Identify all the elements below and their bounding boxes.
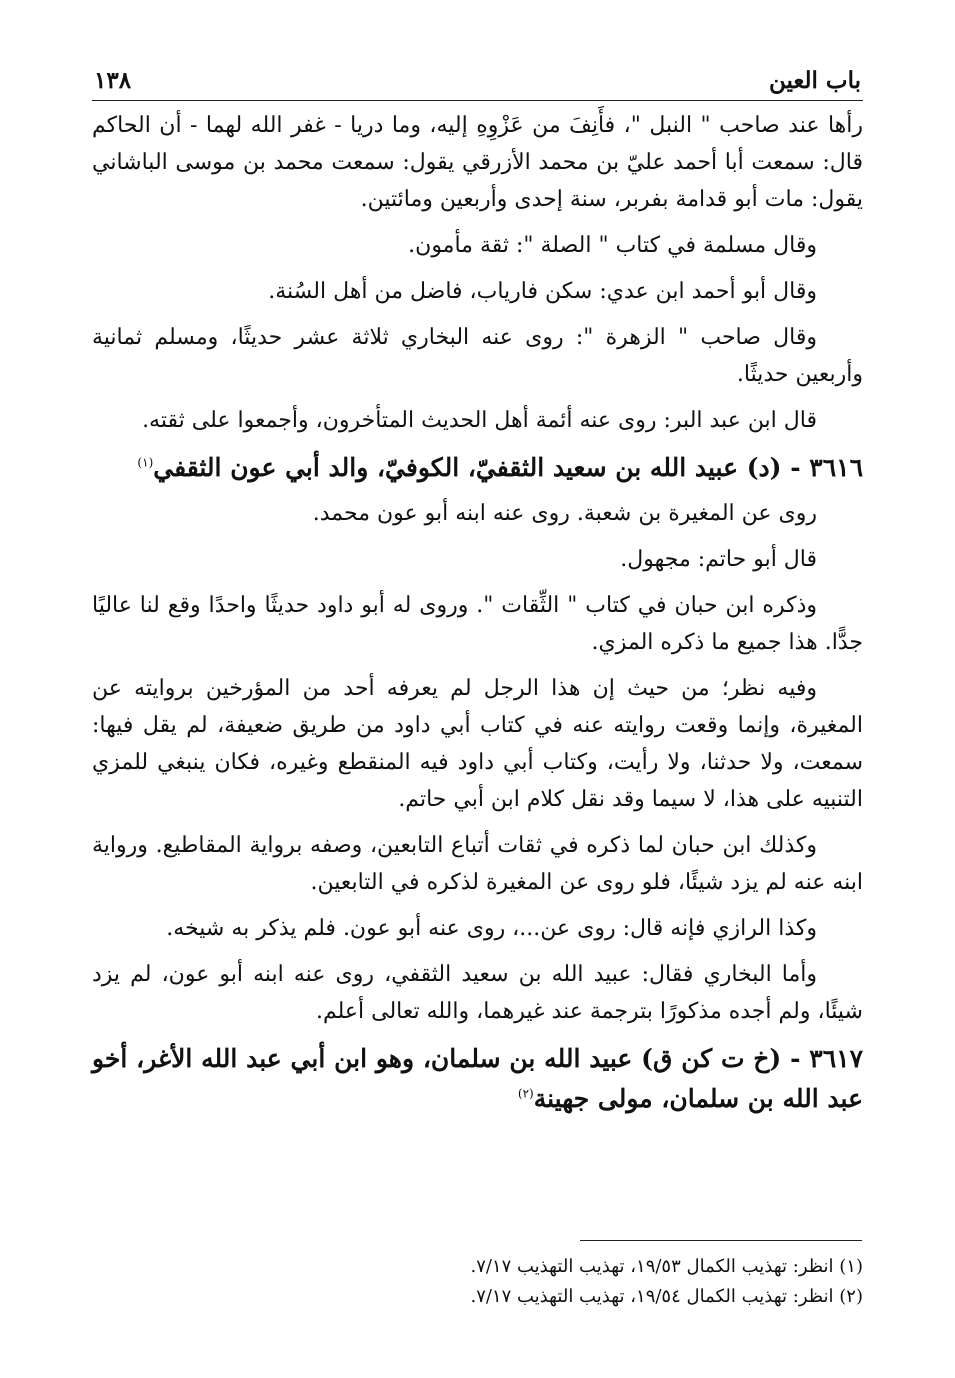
- paragraph: روى عن المغيرة بن شعبة. روى عنه ابنه أبو عون محمد.: [312, 501, 817, 526]
- paragraph: وكذلك ابن حبان لما ذكره في ثقات أتباع التابعين، وصفه برواية المقاطيع. ورواية ابنه عنه لم يزد شيئًا، فلو روى عن المغيرة لذكره في التابعين.: [92, 833, 863, 895]
- paragraph: قال أبو حاتم: مجهول.: [620, 547, 817, 572]
- footnote-ref: (١): [137, 455, 154, 470]
- page-header: [92, 50, 863, 101]
- entry-heading-text: ٣٦١٧ - (خ ت كن ق) عبيد الله بن سلمان، وهو ابن أبي عبد الله الأغر، أخو عبد الله بن سلمان، مولى جهينة: [92, 1044, 863, 1113]
- paragraph: وكذا الرازي فإنه قال: روى عن...، روى عنه أبو عون. فلم يذكر به شيخه.: [166, 916, 817, 941]
- page-number: ١٣٨: [94, 67, 132, 94]
- paragraph: وفيه نظر؛ من حيث إن هذا الرجل لم يعرفه أحد من المؤرخين بروايته عن المغيرة، وإنما وقعت روايته عنه في كتاب أبي داود من طريق ضعيفة، لم يقل فيها: سمعت، ولا حدثنا، ولا رأيت، وكتاب أبي داود فيه المنقطع وغيره، فكان ينبغي للمزي التنبيه على هذا، لا سيما وقد نقل كلام ابن أبي حاتم.: [92, 676, 863, 812]
- entry-heading: [92, 1039, 863, 1119]
- paragraph: رأها عند صاحب " النبل "، فأَنِفَ من عَزْوِهِ إليه، وما دريا - غفر الله لهما - أن الحاكم قال: سمعت أبا أحمد عليّ بن محمد الأزرقي يقول: سمعت محمد بن موسى الباشاني يقول: مات أبو قدامة بفربر، سنة إحدى وأربعين ومائتين.: [92, 113, 863, 212]
- footnote: (١) انظر: تهذيب الكمال ١٩/٥٣، تهذيب التهذيب ٧/١٧.: [470, 1256, 863, 1277]
- paragraph: قال ابن عبد البر: روى عنه أئمة أهل الحديث المتأخرون، وأجمعوا على ثقته.: [142, 408, 817, 433]
- footnote: (٢) انظر: تهذيب الكمال ١٩/٥٤، تهذيب التهذيب ٧/١٧.: [470, 1286, 863, 1307]
- footnote-divider: [580, 1240, 862, 1241]
- entry-heading: [92, 448, 863, 488]
- entry-heading-text: ٣٦١٦ - (د) عبيد الله بن سعيد الثقفيّ، الكوفيّ، والد أبي عون الثقفي: [153, 453, 863, 482]
- section-title: باب العين: [768, 67, 861, 94]
- paragraph: وقال مسلمة في كتاب " الصلة ": ثقة مأمون.: [408, 233, 817, 258]
- main-text: [92, 107, 863, 1119]
- footnotes: [92, 1252, 863, 1312]
- paragraph: وقال أبو أحمد ابن عدي: سكن فارياب، فاضل من أهل السُنة.: [268, 279, 817, 304]
- footnote-ref: (٢): [517, 1086, 534, 1101]
- paragraph: وقال صاحب " الزهرة ": روى عنه البخاري ثلاثة عشر حديثًا، ومسلم ثمانية وأربعين حديثًا.: [92, 325, 863, 387]
- paragraph: وأما البخاري فقال: عبيد الله بن سعيد الثقفي، روى عنه ابنه أبو عون، لم يزد شيئًا، ولم أجده مذكورًا بترجمة عند غيرهما، والله تعالى أعلم.: [92, 962, 863, 1024]
- paragraph: وذكره ابن حبان في كتاب " الثِّقات ". وروى له أبو داود حديثًا واحدًا وقع لنا عاليًا جدًّا. هذا جميع ما ذكره المزي.: [92, 593, 863, 655]
